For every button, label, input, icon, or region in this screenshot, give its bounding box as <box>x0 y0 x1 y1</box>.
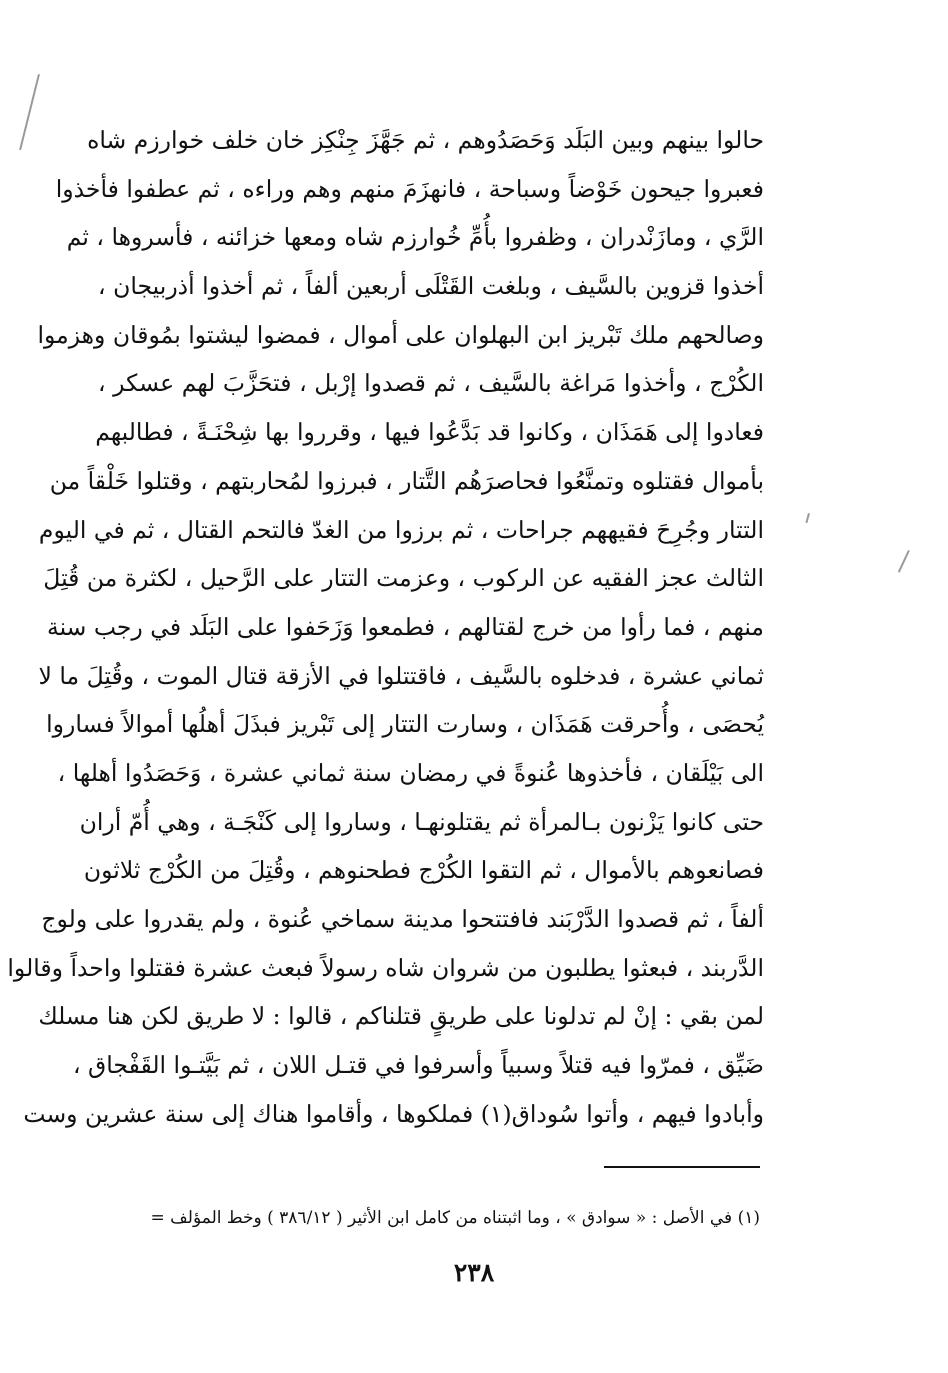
text-line: لمن بقي : إنْ لم تدلونا على طريقٍ قتلناكم ، قالوا : لا طريق لكن هنا مسلك <box>38 1002 764 1031</box>
text-line: الرَّي ، ومازَنْدران ، وظفروا بأُمِّ خُوارزم شاه ومعها خزائنه ، فأسروها ، ثم <box>66 223 764 252</box>
text-line: حتى كانوا يَزْنون بـالمرأة ثم يقتلونهـا ، وساروا إلى كَنْجَـة ، وهي أُمّ أران <box>79 807 764 836</box>
text-line: ضَيِّق ، فمرّوا فيه قتلاً وسبياً وأسرفوا في قتـل اللان ، ثم بَيَّتـوا القَفْجاق ، <box>72 1051 764 1080</box>
text-line: الكُرْج ، وأخذوا مَراغة بالسَّيف ، ثم قصدوا إرْبل ، فتحَزَّبَ لهم عسكر ، <box>98 369 764 398</box>
text-line: الثالث عجز الفقيه عن الركوب ، وعزمت التتار على الرَّحيل ، لكثرة من قُتِلَ <box>43 564 764 593</box>
footnote-divider <box>604 1166 760 1168</box>
text-line: فصانعوهم بالأموال ، ثم التقوا الكُرْج فطحنوهم ، وقُتِلَ من الكُرْج ثلاثون <box>83 856 764 885</box>
text-line: ثماني عشرة ، فدخلوه بالسَّيف ، فاقتتلوا في الأزقة قتال الموت ، وقُتِلَ ما لا <box>38 661 764 690</box>
text-line: حالوا بينهم وبين البَلَد وَحَصَدُوهم ، ثم جَهَّزَ جِنْكِز خان خلف خوارزم شاه <box>87 126 764 154</box>
scan-artifact <box>898 550 910 573</box>
text-line: أخذوا قزوين بالسَّيف ، وبلغت القَتْلَى أربعين ألفاً ، ثم أخذوا أذربيجان ، <box>98 272 764 301</box>
text-line: يُحصَى ، وأُحرقت هَمَذَان ، وسارت التتار إلى تَبْريز فبذَلَ أهلُها أموالاً فساروا <box>46 710 764 739</box>
text-line: فعبروا جيحون خَوْضاً وسباحة ، فانهزَمَ منهم وهم وراءه ، ثم عطفوا فأخذوا <box>55 174 764 203</box>
text-line: الى بَيْلَقان ، فأخذوها عُنوةً في رمضان سنة ثماني عشرة ، وَحَصَدُوا أهلها ، <box>57 758 764 787</box>
scan-artifact <box>805 513 810 523</box>
body-text <box>7 116 764 1138</box>
text-line: الدَّربند ، فبعثوا يطلبون من شروان شاه رسولاً فبعث عشرة فقتلوا واحداً وقالوا <box>7 953 764 982</box>
footnote: (١) في الأصل : « سوادق » ، وما اثبتناه من كامل ابن الأثير ( ٣٨٦/١٢ ) وخط المؤلف = <box>150 1208 760 1228</box>
page-number: ٢٣٨ <box>453 1258 495 1287</box>
text-line: فعادوا إلى هَمَذَان ، وكانوا قد بَدَّعُوا فيها ، وقرروا بها شِحْنَـةً ، فطالبهم <box>95 418 764 447</box>
scan-artifact <box>19 74 40 150</box>
text-line: منهم ، فما رأوا من خرج لقتالهم ، فطمعوا وَزَحَفوا على البَلَد في رجب سنة <box>46 612 764 641</box>
text-line: وصالحهم ملك تَبْريز ابن البهلوان على أموال ، فمضوا ليشتوا بمُوقان وهزموا <box>37 320 764 349</box>
text-line: بأموال فقتلوه وتمنَّعُوا فحاصرَهُم التَّتار ، فبرزوا لمُحاربتهم ، وقتلوا خَلْقاً من <box>49 466 764 495</box>
text-line: وأبادوا فيهم ، وأتوا سُوداق(١) فملكوها ، وأقاموا هناك إلى سنة عشرين وست <box>23 1099 764 1128</box>
text-line: التتار وجُرِحَ فقيههم جراحات ، ثم برزوا من الغدّ فالتحم القتال ، ثم في اليوم <box>38 515 764 544</box>
text-line: ألفاً ، ثم قصدوا الدَّرْبَند فافتتحوا مدينة سماخي عُنوة ، ولم يقدروا على ولوج <box>41 905 764 933</box>
